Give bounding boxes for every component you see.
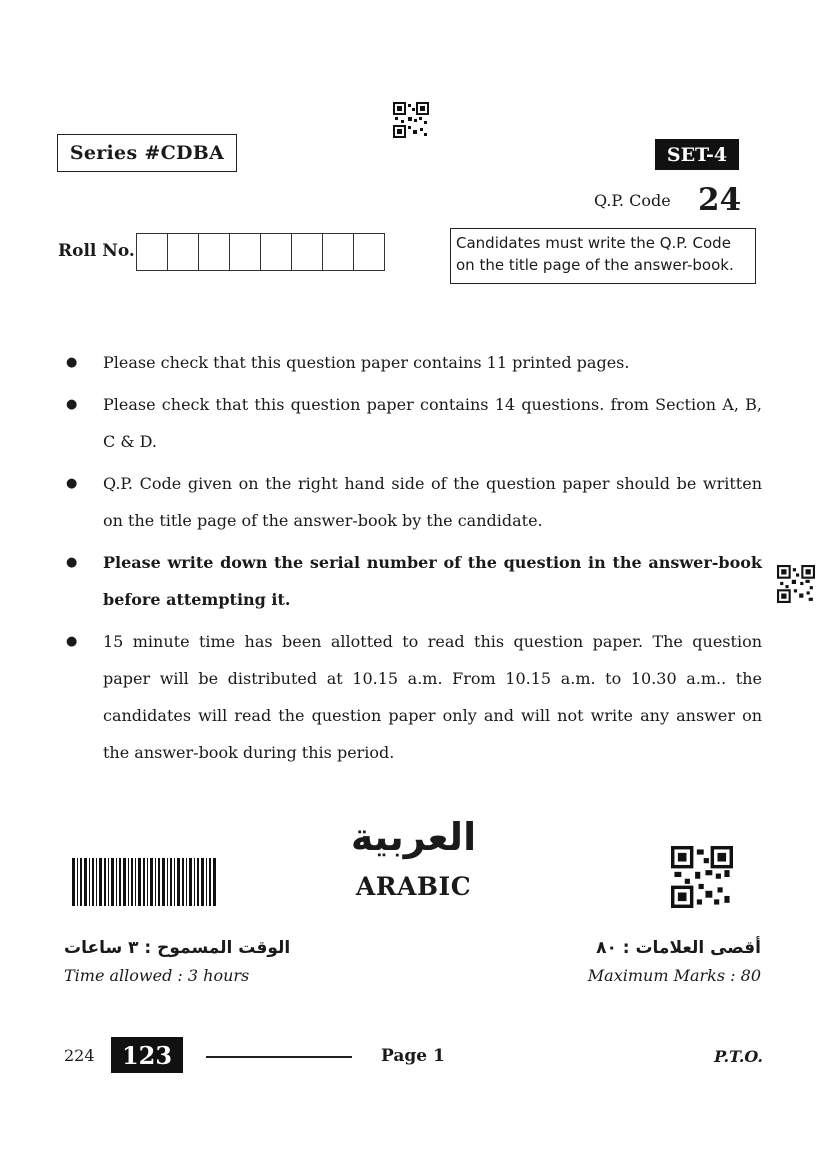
time-allowed-english: Time allowed : 3 hours <box>64 966 250 985</box>
page-number: Page 1 <box>381 1046 445 1066</box>
paper-code-box: 123 <box>111 1037 183 1073</box>
roll-cell[interactable] <box>137 233 168 271</box>
roll-cell[interactable] <box>292 233 323 271</box>
roll-cell[interactable] <box>354 233 385 271</box>
roll-cell[interactable] <box>323 233 354 271</box>
qr-code-bottom <box>671 846 733 908</box>
subject-title-arabic: العربية <box>350 815 477 859</box>
series-label: Series #CDBA <box>57 134 237 172</box>
instruction-item <box>62 344 762 381</box>
instruction-text: Please check that this question paper contains 11 printed pages. <box>103 353 630 372</box>
set-badge: SET-4 <box>655 139 739 170</box>
qr-code-side <box>777 565 815 603</box>
instruction-text: Please check that this question paper contains 14 questions. from Section A, B, C & D. <box>103 395 762 451</box>
bullet-icon: ● <box>66 476 78 491</box>
instruction-text: Q.P. Code given on the right hand side of the question paper should be written on the title page of the answer-book by the candidate. <box>103 474 762 530</box>
bullet-icon: ● <box>66 634 78 649</box>
roll-cell[interactable] <box>230 233 261 271</box>
bullet-icon: ● <box>66 397 78 412</box>
instruction-text: Please write down the serial number of the question in the answer-book before attempting it. <box>103 553 762 609</box>
instruction-item <box>62 544 762 618</box>
roll-number-label: Roll No. <box>58 241 135 261</box>
roll-cell[interactable] <box>168 233 199 271</box>
bullet-icon: ● <box>66 355 78 370</box>
time-allowed-arabic: الوقت المسموح : ٣ ساعات <box>64 938 291 958</box>
roll-number-grid[interactable] <box>136 233 385 271</box>
paper-code-prefix: 224 <box>64 1046 95 1065</box>
pto-label: P.T.O. <box>714 1047 763 1066</box>
qp-code-value: 24 <box>698 182 742 218</box>
qp-code-label: Q.P. Code <box>594 191 671 210</box>
instruction-item <box>62 465 762 539</box>
candidate-note: Candidates must write the Q.P. Code on the title page of the answer-book. <box>450 228 756 284</box>
instruction-text: 15 minute time has been allotted to read this question paper. The question paper will be distributed at 10.15 a.m. From 10.15 a.m. to 10.30 a.m.. the candidates will read the question paper only and will not write any answer on the answer-book during this period. <box>103 632 762 762</box>
footer-divider <box>206 1056 352 1058</box>
maximum-marks-arabic: أقصى العلامات : ٨٠ <box>596 938 761 958</box>
instruction-item <box>62 623 762 771</box>
roll-cell[interactable] <box>261 233 292 271</box>
roll-cell[interactable] <box>199 233 230 271</box>
bullet-icon: ● <box>66 555 78 570</box>
maximum-marks-english: Maximum Marks : 80 <box>587 966 761 985</box>
subject-title-english: ARABIC <box>355 872 472 901</box>
qr-code-top <box>393 102 429 138</box>
instruction-item <box>62 386 762 460</box>
instructions-list <box>62 344 762 771</box>
